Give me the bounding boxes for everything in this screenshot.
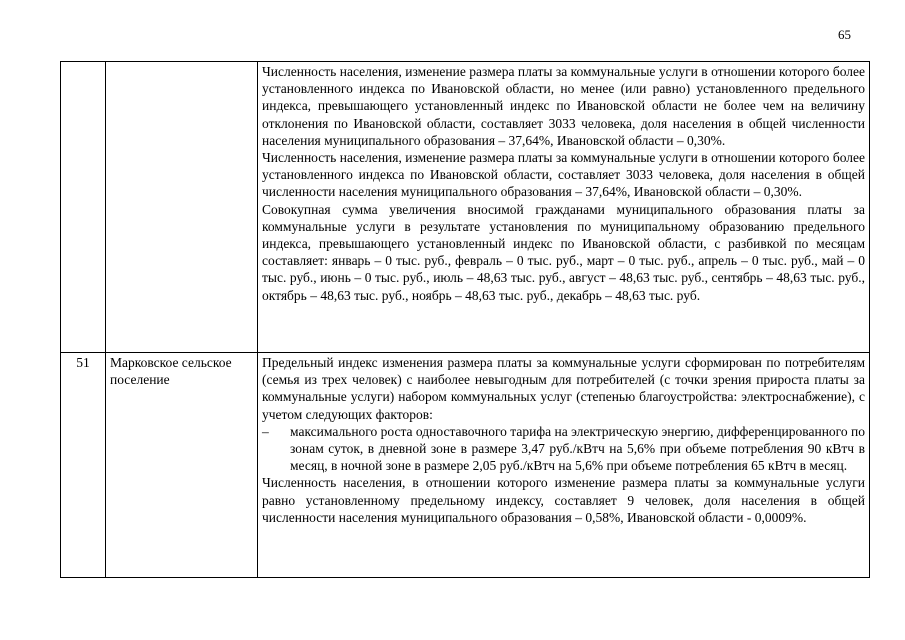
list-item-text: максимального роста одноставочного тарифа на электрическую энергию, дифференцированного по зонам суток, в дневной зоне в размере 3,47 руб./кВтч на 5,6% при объеме потребления 90 кВтч в месяц, в ночной зоне в размере 2,05 руб./кВтч на 5,6% при объеме потребления 65 кВтч в месяц. (290, 423, 865, 474)
table-row (61, 62, 870, 353)
table-row (61, 353, 870, 578)
list-dash: – (262, 423, 269, 439)
municipality-name-cell (106, 62, 258, 353)
description-cell (258, 353, 870, 578)
row-number-cell: 51 (61, 353, 106, 578)
list-item (262, 423, 865, 475)
paragraph: Численность населения, изменение размера платы за коммунальные услуги в отношении которого более установленного индекса по Ивановской области, составляет 3033 человека, доля населения в общей численности населения муниципального образования – 37,64%, Ивановской области – 0,30%. (262, 150, 865, 200)
page-number: 65 (838, 27, 851, 42)
row-number-cell (61, 62, 106, 353)
paragraph: Численность населения, изменение размера платы за коммунальные услуги в отношении которого более установленного индекса по Ивановской области, но менее (или равно) установленного предельного индекса, превышающего установленный индекс по Ивановской области не более чем на величину отклонения по Ивановской области, составляет 3033 человека, доля населения в общей численности населения муниципального образования – 37,64%, Ивановской области – 0,30%. (262, 64, 865, 148)
document-table (60, 61, 870, 578)
paragraph: Численность населения, в отношении которого изменение размера платы за коммунальные услуги равно установленному предельному индексу, составляет 9 человек, доля населения в общей численности населения муниципального образования – 0,58%, Ивановской области - 0,0009%. (262, 475, 865, 525)
municipality-name-cell: Марковское сельское поселение (106, 353, 258, 578)
paragraph: Предельный индекс изменения размера платы за коммунальные услуги сформирован по потребителям (семья из трех человек) с наиболее невыгодным для потребителей (с точки зрения прироста платы за коммунальные услуги) набором коммунальных услуг (степенью благоустройства: электроснабжение), с учетом следующих факторов: (262, 355, 865, 422)
description-cell (258, 62, 870, 353)
paragraph: Совокупная сумма увеличения вносимой гражданами муниципального образования платы за коммунальные услуги в результате установления по муниципальному образованию предельного индекса, превышающего установленный индекс по Ивановской области, с разбивкой по месяцам составляет: январь – 0 тыс. руб., февраль – 0 тыс. руб., март – 0 тыс. руб., апрель – 0 тыс. руб., май – 0 тыс. руб., июнь – 0 тыс. руб., июль – 48,63 тыс. руб., август – 48,63 тыс. руб., сентябрь – 48,63 тыс. руб., октябрь – 48,63 тыс. руб., ноябрь – 48,63 тыс. руб., декабрь – 48,63 тыс. руб. (262, 201, 865, 303)
